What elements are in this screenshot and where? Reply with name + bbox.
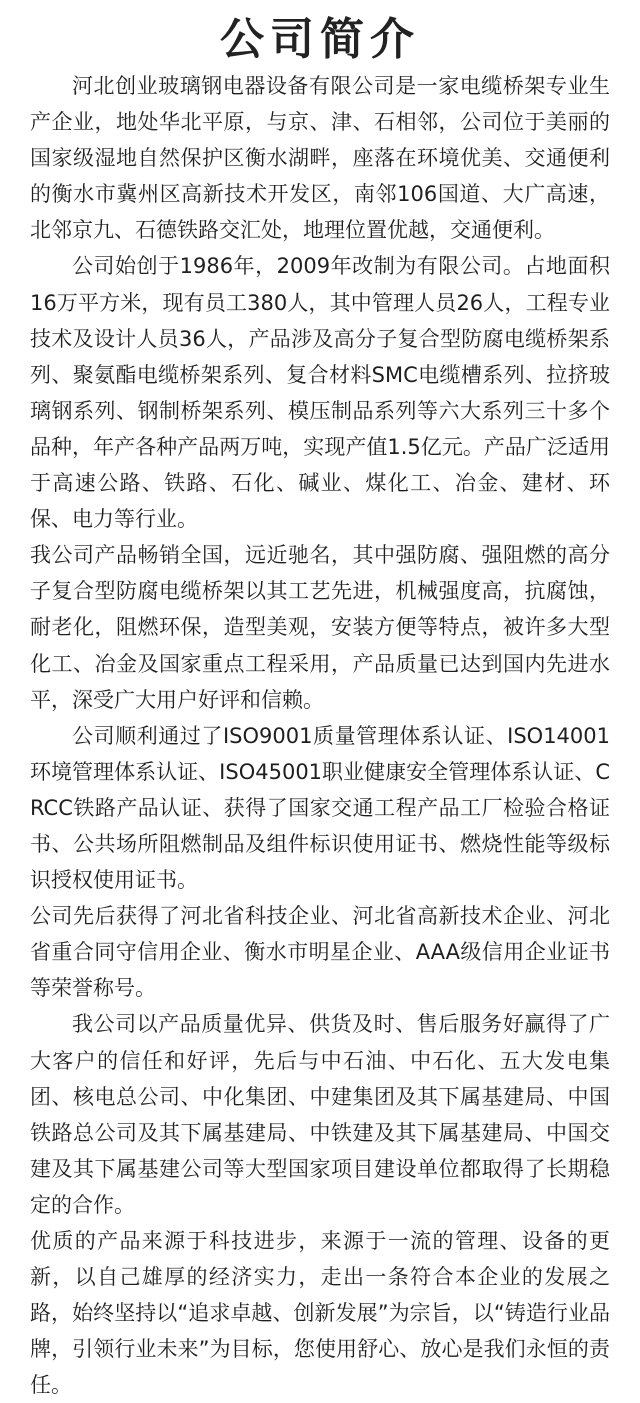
paragraph-products: 我公司产品畅销全国，远近驰名，其中强防腐、强阻燃的高分子复合型防腐电缆桥架以其工艺先进，机械强度高，抗腐蚀，耐老化，阻燃环保，造型美观，安装方便等特点，被许多大型化工、冶金及国家重点工程采用，产品质量已达到国内先进水平，深受广大用户好评和信赖。 <box>30 543 610 712</box>
paragraph-partners: 我公司以产品质量优异、供货及时、售后服务好赢得了广大客户的信任和好评，先后与中石油、中石化、五大发电集团、核电总公司、中化集团、中建集团及其下属基建局、中国铁路总公司及其下属基建局、中铁建及其下属基建局、中国交建及其下属基建公司等大型国家项目建设单位都取得了长期稳定的合作。 <box>30 1012 610 1217</box>
profile-body <box>30 68 610 1403</box>
paragraph-mission: 优质的产品来源于科技进步，来源于一流的管理、设备的更新，以自己雄厚的经济实力，走出一条符合本企业的发展之路，始终坚持以“追求卓越、创新发展”为宗旨，以“铸造行业品牌，引领行业未来”为目标，您使用舒心、放心是我们永恒的责任。 <box>30 1229 610 1398</box>
paragraph-location: 河北创业玻璃钢电器设备有限公司是一家电缆桥架专业生产企业，地处华北平原，与京、津、石相邻，公司位于美丽的国家级湿地自然保护区衡水湖畔，座落在环境优美、交通便利的衡水市冀州区高新技术开发区，南邻106国道、大广高速，北邻京九、石德铁路交汇处，地理位置优越，交通便利。 <box>30 74 610 243</box>
page-title: 公司简介 <box>220 14 420 65</box>
paragraph-certifications: 公司顺利通过了ISO9001质量管理体系认证、ISO14001环境管理体系认证、ISO45001职业健康安全管理体系认证、CRCC铁路产品认证、获得了国家交通工程产品工厂检验合格证书、公共场所阻燃制品及组件标识使用证书、燃烧性能等级标识授权使用证书。 <box>30 723 610 893</box>
paragraph-history: 公司始创于1986年，2009年改制为有限公司。占地面积16万平方米，现有员工380人，其中管理人员26人，工程专业技术及设计人员36人，产品涉及高分子复合型防腐电缆桥架系列、聚氨酯电缆桥架系列、复合材料SMC电缆槽系列、拉挤玻璃钢系列、钢制桥架系列、模压制品系列等六大系列三十多个品种，年产各种产品两万吨，实现产值1.5亿元。产品广泛适用于高速公路、铁路、石化、碱业、煤化工、冶金、建材、环保、电力等行业。 <box>30 254 610 532</box>
paragraph-honors: 公司先后获得了河北省科技企业、河北省高新技术企业、河北省重合同守信用企业、衡水市明星企业、AAA级信用企业证书等荣誉称号。 <box>30 904 610 1001</box>
